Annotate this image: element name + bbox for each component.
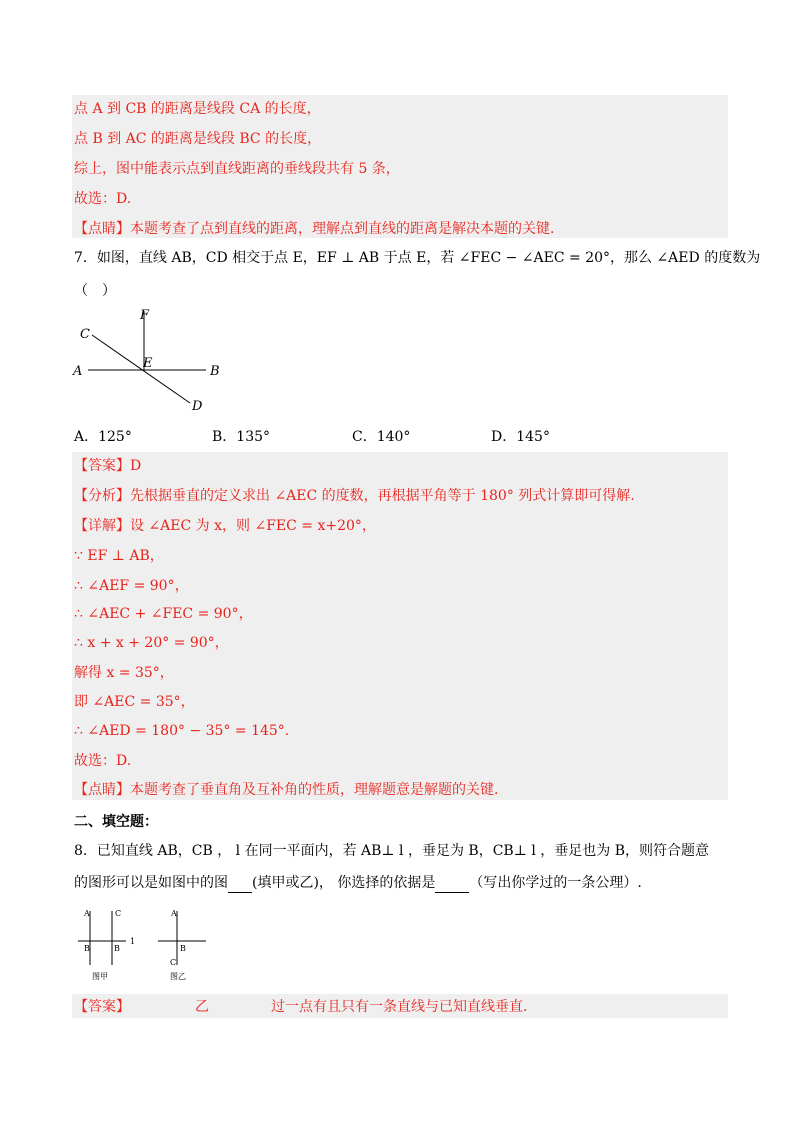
fig1-label-B2: B [114, 944, 120, 953]
comment-line: 【点睛】本题考查了点到直线的距离，理解点到直线的距离是解决本题的关键. [74, 221, 555, 237]
figure-yi [158, 909, 206, 981]
fig2-label-C: C [170, 958, 177, 967]
text-line: 点 B 到 AC 的距离是线段 BC 的长度， [74, 131, 322, 147]
blank-2 [435, 874, 469, 893]
fig2-label-B: B [180, 944, 186, 953]
answer-8-label: 【答案】 [74, 999, 130, 1015]
text-line: 故选：D. [74, 191, 132, 207]
q8-part-b: (填甲或乙)， 你选择的依据是 [252, 875, 436, 891]
step-line: ∴ ∠AEF = 90°， [74, 578, 189, 594]
fig2-label-A: A [171, 909, 177, 918]
label-D: D [192, 399, 203, 414]
fig2-caption: 图乙 [170, 972, 186, 981]
figure-jia [78, 909, 135, 981]
fig1-label-A: A [84, 909, 90, 918]
step-line: 解得 x = 35°， [74, 665, 174, 681]
blank-1 [228, 874, 252, 893]
step-line: 即 ∠AEC = 35°， [74, 694, 195, 710]
question-7-text: 7．如图，直线 AB，CD 相交于点 E，EF ⊥ AB 于点 E，若 ∠FEC − ∠AEC = 20°，那么 ∠AED 的度数为 [74, 250, 761, 266]
fig1-label-C: C [115, 909, 122, 918]
step-line: ∵ EF ⊥ AB， [74, 548, 164, 564]
fig1-label-l: 1 [130, 937, 136, 946]
step-line: 故选：D. [74, 753, 132, 769]
step-line: ∴ ∠AEC + ∠FEC = 90°， [74, 606, 253, 622]
comment-line: 【点睛】本题考查了垂直角及互补角的性质，理解题意是解题的关键. [74, 782, 499, 798]
step-line: ∴ x + x + 20° = 90°， [74, 635, 229, 651]
option-d: D．145° [491, 429, 550, 445]
option-c: C．140° [352, 429, 411, 445]
answer-8-choice: 乙 [195, 999, 209, 1015]
analysis-line: 【分析】先根据垂直的定义求出 ∠AEC 的度数，再根据平角等于 180° 列式计算即可得解. [74, 488, 635, 504]
fig1-label-B1: B [84, 944, 90, 953]
question-8-text-2 [74, 874, 642, 893]
answer-line: 【答案】D [74, 458, 142, 474]
question-8-figures [74, 905, 224, 985]
text-line: 点 A 到 CB 的距离是线段 CA 的长度， [74, 101, 321, 117]
section-heading: 二、填空题： [74, 814, 158, 830]
question-8-text: 8．已知直线 AB，CB ， l 在同一平面内，若 AB⊥ l ，垂足为 B，CB⊥ l ，垂足也为 B，则符合题意 [74, 843, 709, 859]
question-7-figure [70, 305, 230, 415]
detail-line: 【详解】设 ∠AEC 为 x，则 ∠FEC = x+20°， [74, 518, 376, 534]
question-7-paren: （ ） [74, 283, 116, 299]
option-b: B．135° [212, 429, 271, 445]
text-line: 综上，图中能表示点到直线距离的垂线段共有 5 条， [74, 161, 400, 177]
label-F: F [140, 308, 150, 323]
q8-part-a: 的图形可以是如图中的图 [74, 875, 228, 891]
label-C: C [80, 327, 90, 342]
label-E: E [143, 356, 153, 371]
fig1-caption: 图甲 [92, 972, 108, 981]
option-a: A．125° [74, 429, 132, 445]
answer-8-reason: 过一点有且只有一条直线与已知直线垂直. [271, 999, 528, 1015]
label-B: B [210, 364, 220, 379]
q8-part-c: （写出你学过的一条公理）. [469, 875, 642, 891]
step-line: ∴ ∠AED = 180° − 35° = 145°. [74, 723, 290, 739]
label-A: A [73, 364, 83, 379]
